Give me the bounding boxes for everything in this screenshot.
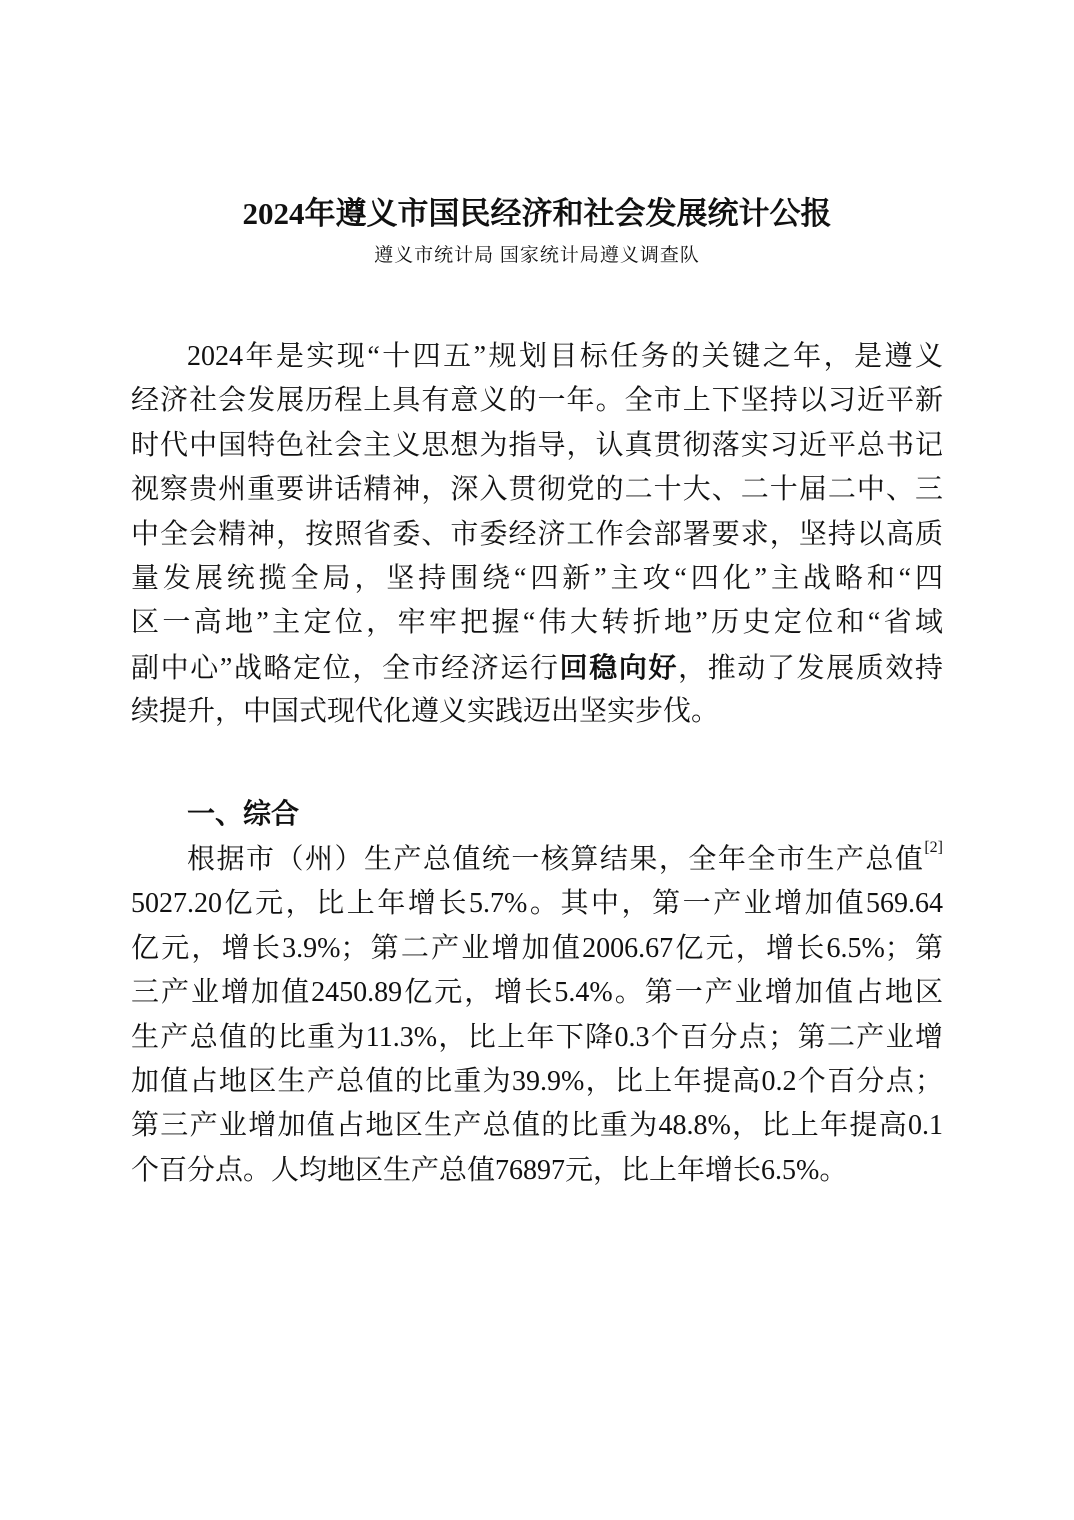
text-segment: 根据市（州）生产总值统一核算结果，全年全市生产总值: [187, 844, 925, 875]
section-paragraph: [131, 838, 943, 1193]
text-line: 加值占地区生产总值的比重为39.9%，比上年提高0.2个百分点；: [131, 1065, 943, 1097]
text-line: 三产业增加值2450.89亿元，增长5.4%。第一产业增加值占地区: [131, 977, 943, 1009]
text-line: 经济社会发展历程上具有意义的一年。全市上下坚持以习近平新: [131, 385, 943, 417]
text-line: 个百分点。人均地区生产总值76897元，比上年增长6.5%。: [131, 1154, 848, 1186]
text-line: 中全会精神，按照省委、市委经济工作会部署要求，坚持以高质: [131, 518, 943, 550]
text-line: [131, 838, 943, 882]
text-line: 亿元，增长3.9%；第二产业增加值2006.67亿元，增长6.5%；第: [131, 932, 943, 964]
document-subtitle: 遵义市统计局 国家统计局遵义调查队: [374, 245, 700, 266]
text-segment: 副中心”战略定位，全市经济运行: [131, 652, 560, 684]
text-line: 续提升，中国式现代化遵义实践迈出坚实步伐。: [131, 696, 720, 728]
footnote-ref[interactable]: [2]: [924, 839, 943, 856]
document-title: 2024年遵义市国民经济和社会发展统计公报: [242, 196, 832, 231]
text-line: 5027.20亿元，比上年增长5.7%。其中，第一产业增加值569.64: [131, 888, 943, 920]
text-line: 2024年是实现“十四五”规划目标任务的关键之年，是遵义: [187, 341, 943, 372]
intro-paragraph: [131, 335, 943, 735]
text-line: 第三产业增加值占地区生产总值的比重为48.8%，比上年提高0.1: [131, 1110, 943, 1142]
text-line: 区一高地”主定位，牢牢把握“伟大转折地”历史定位和“省域: [131, 607, 943, 639]
text-line: 量发展统揽全局，坚持围绕“四新”主攻“四化”主战略和“四: [131, 562, 943, 594]
text-line: 视察贵州重要讲话精神，深入贯彻党的二十大、二十届二中、三: [131, 474, 943, 506]
emphasis-text: 回稳向好: [559, 650, 679, 684]
text-segment: ，推动了发展质效持: [678, 652, 943, 684]
text-line: 生产总值的比重为11.3%，比上年下降0.3个百分点；第二产业增: [131, 1021, 943, 1053]
text-line: [131, 646, 943, 690]
text-line: 时代中国特色社会主义思想为指导，认真贯彻落实习近平总书记: [131, 429, 943, 461]
section-heading: 一、综合: [187, 797, 300, 830]
